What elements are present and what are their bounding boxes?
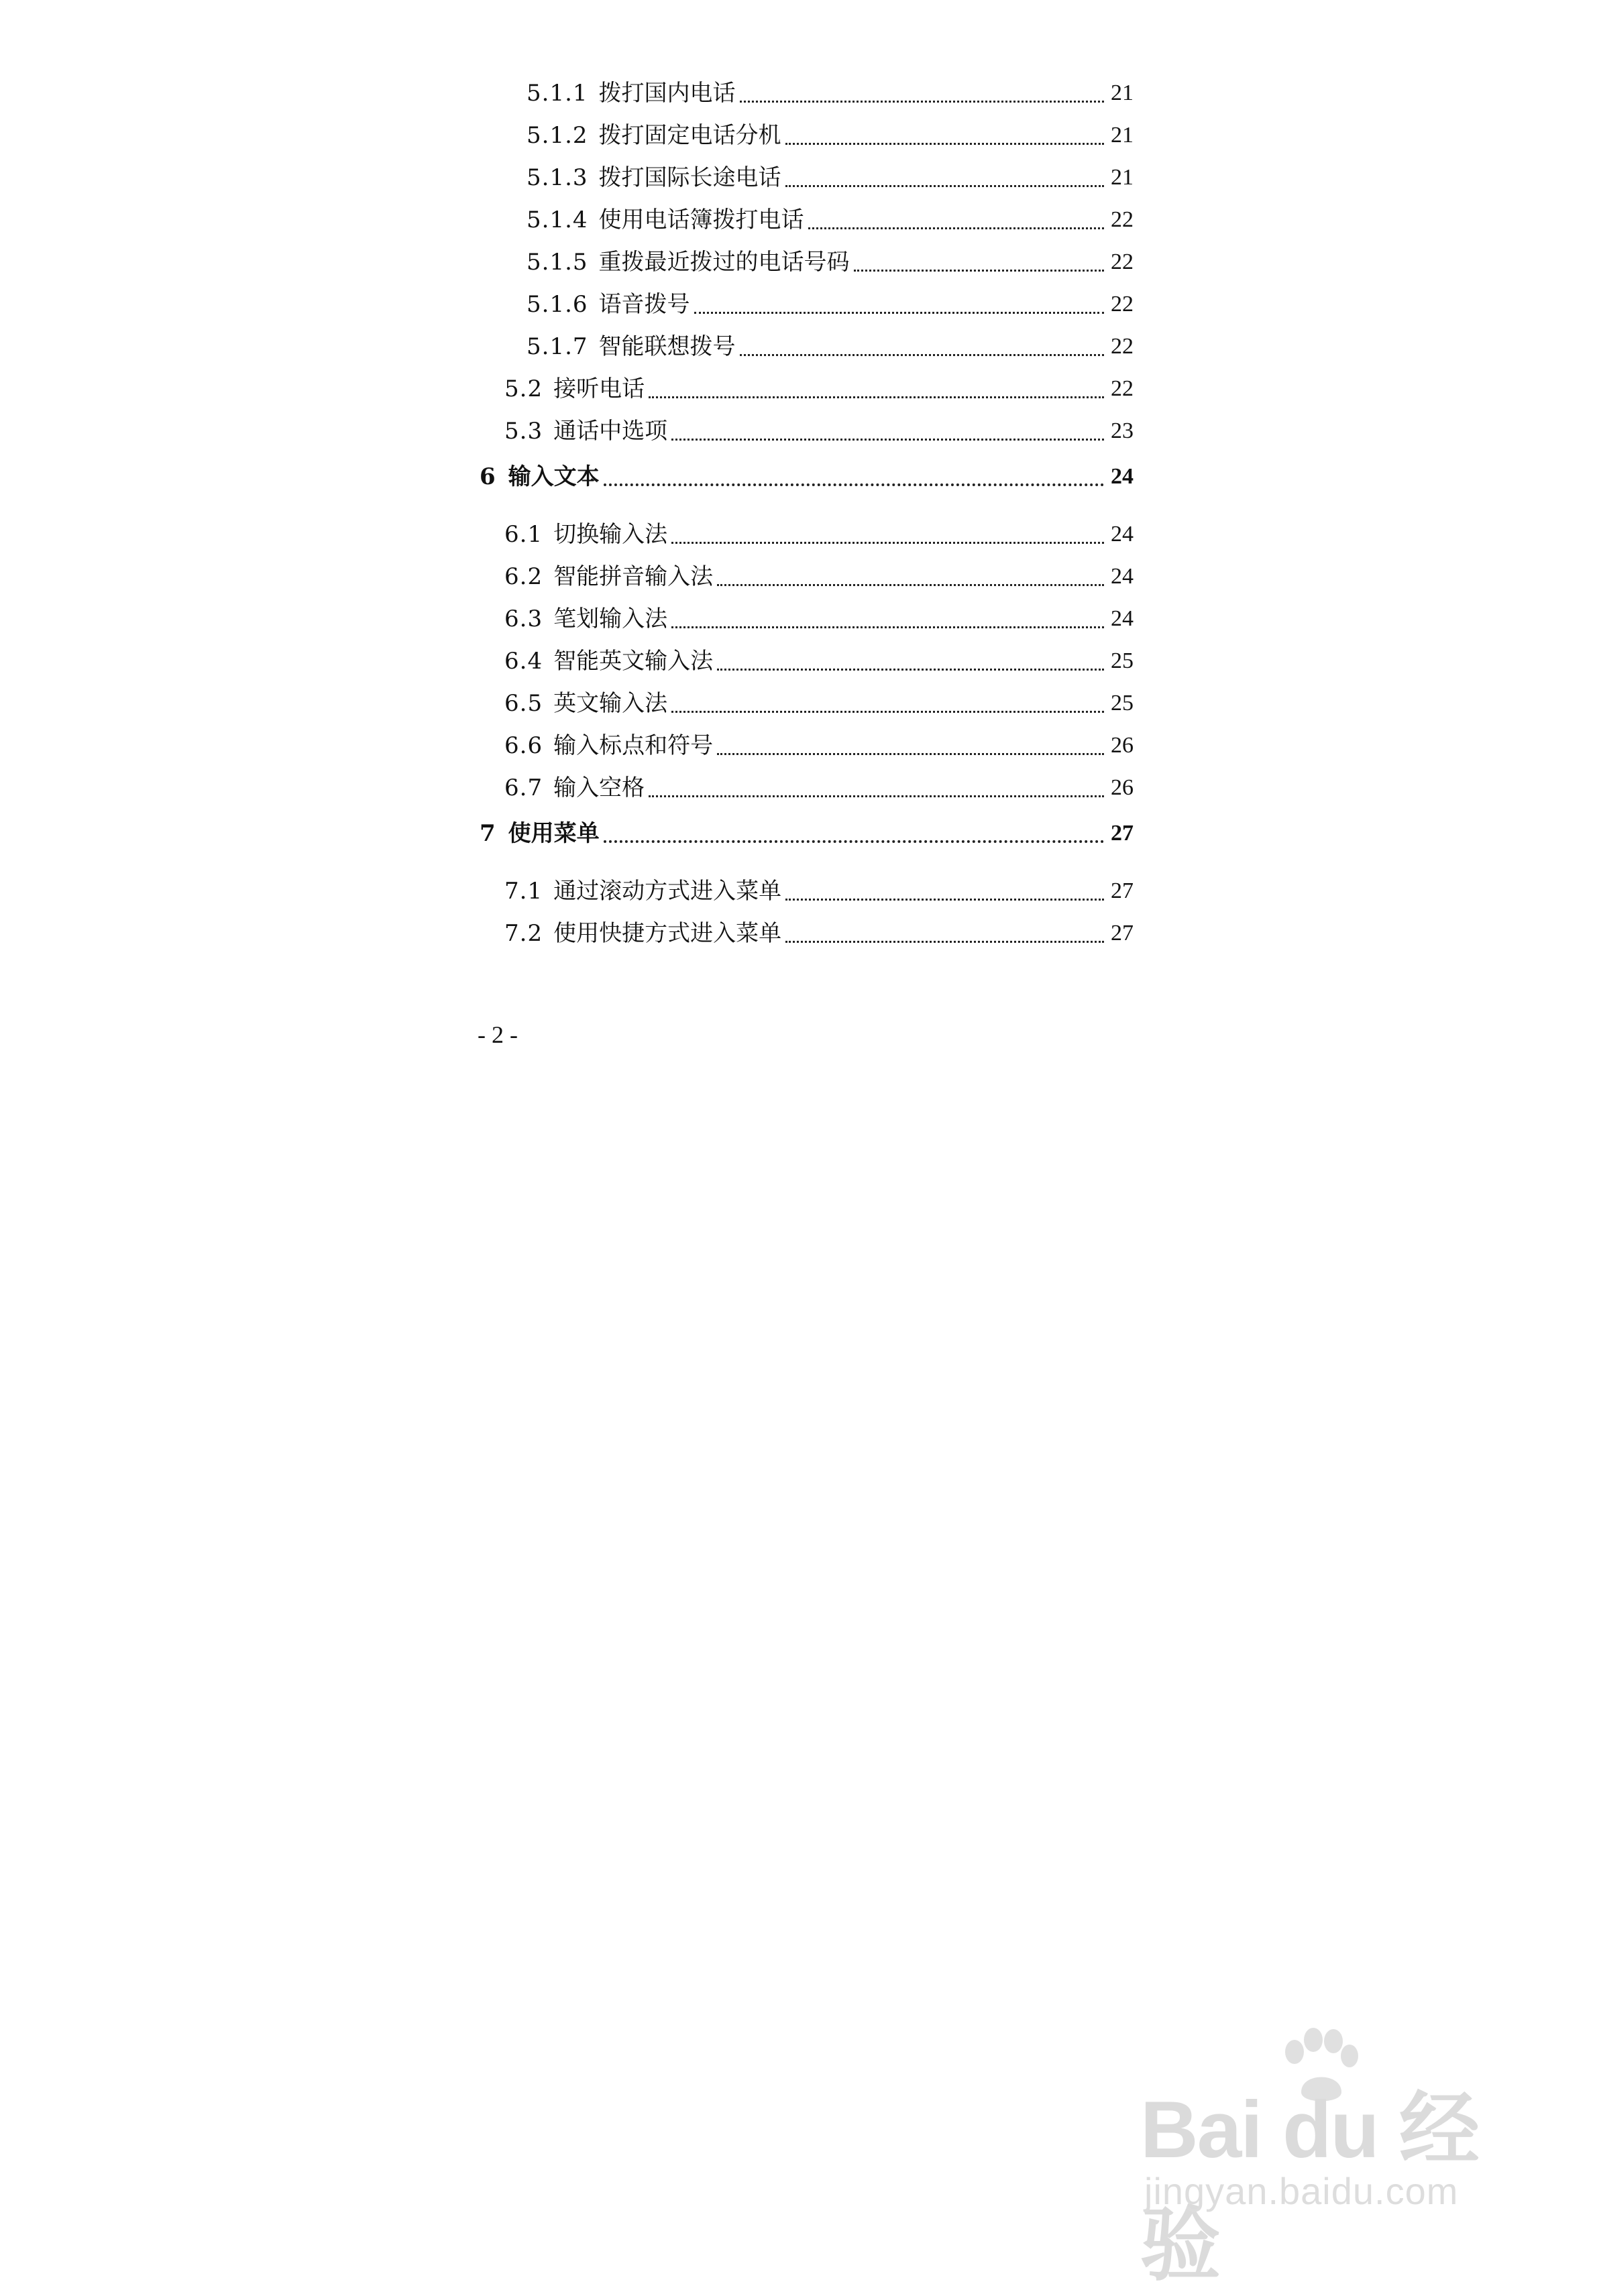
toc-entry-page: 22 — [1111, 376, 1134, 401]
toc-entry-number: 6.4 — [504, 648, 543, 675]
dot-leader — [785, 931, 1104, 943]
toc-entry[interactable] — [473, 164, 1134, 192]
toc-entry-page: 21 — [1111, 165, 1134, 190]
toc-entry[interactable] — [473, 819, 1134, 848]
toc-entry[interactable] — [473, 333, 1134, 361]
table-of-contents — [473, 79, 1134, 962]
dot-leader — [740, 91, 1104, 103]
toc-entry-title: 接听电话 — [553, 376, 645, 402]
toc-entry[interactable] — [473, 689, 1134, 718]
dot-leader — [785, 889, 1104, 901]
dot-leader — [604, 831, 1104, 843]
toc-entry-page: 27 — [1111, 921, 1134, 945]
toc-entry-page: 21 — [1111, 123, 1134, 148]
toc-entry-title: 智能拼音输入法 — [553, 563, 714, 590]
toc-entry-page: 22 — [1111, 292, 1134, 317]
dot-leader — [717, 659, 1104, 671]
toc-entry-number: 5.1.3 — [527, 164, 588, 191]
toc-entry-page: 22 — [1111, 334, 1134, 359]
toc-entry-title: 通过滚动方式进入菜单 — [553, 878, 782, 905]
toc-entry-title: 智能联想拨号 — [598, 333, 736, 360]
toc-entry-number: 7.1 — [504, 878, 543, 905]
toc-entry-page: 27 — [1111, 821, 1134, 846]
toc-entry-number: 5.1.4 — [527, 207, 588, 233]
toc-entry-number: 6.7 — [504, 774, 543, 801]
toc-entry-title: 使用电话簿拨打电话 — [598, 207, 804, 233]
toc-entry[interactable] — [473, 774, 1134, 802]
toc-entry[interactable] — [473, 647, 1134, 675]
toc-entry[interactable] — [473, 375, 1134, 403]
dot-leader — [854, 260, 1104, 272]
toc-entry-number: 6.5 — [504, 690, 543, 717]
dot-leader — [671, 429, 1104, 441]
toc-entry-number: 6.2 — [504, 563, 543, 590]
toc-entry-page: 24 — [1111, 522, 1134, 547]
toc-entry-title: 笔划输入法 — [553, 606, 668, 632]
toc-entry-title: 使用快捷方式进入菜单 — [553, 920, 782, 947]
toc-entry[interactable] — [473, 121, 1134, 150]
toc-entry[interactable] — [473, 417, 1134, 445]
dot-leader — [671, 532, 1104, 544]
toc-entry[interactable] — [473, 520, 1134, 549]
toc-entry-number: 5.1.1 — [527, 80, 588, 107]
toc-entry-number: 7.2 — [504, 920, 543, 947]
toc-entry[interactable] — [473, 732, 1134, 760]
toc-entry-page: 24 — [1111, 606, 1134, 631]
baidu-jingyan-watermark — [1140, 2025, 1502, 2290]
toc-entry-number: 6.3 — [504, 606, 543, 632]
dot-leader — [740, 345, 1104, 356]
toc-entry-number: 6 — [480, 463, 496, 490]
page-number: - 2 - — [478, 1021, 518, 1048]
dot-leader — [604, 474, 1104, 486]
toc-entry-page: 23 — [1111, 418, 1134, 443]
toc-entry-page: 27 — [1111, 878, 1134, 903]
dot-leader — [785, 176, 1104, 187]
toc-entry-page: 24 — [1111, 464, 1134, 489]
toc-entry-page: 25 — [1111, 691, 1134, 715]
toc-entry-number: 5.2 — [504, 376, 543, 402]
toc-entry-page: 26 — [1111, 733, 1134, 758]
toc-entry-page: 25 — [1111, 648, 1134, 673]
toc-entry-page: 24 — [1111, 564, 1134, 589]
watermark-url: jingyan.baidu.com — [1144, 2170, 1459, 2212]
dot-leader — [785, 133, 1104, 145]
toc-entry-title: 重拨最近拨过的电话号码 — [598, 249, 850, 276]
toc-entry-title: 拨打国内电话 — [598, 80, 736, 107]
toc-entry-page: 22 — [1111, 249, 1134, 274]
toc-entry-number: 7 — [480, 820, 496, 847]
dot-leader — [649, 387, 1104, 398]
toc-entry-page: 21 — [1111, 80, 1134, 105]
toc-entry-page: 26 — [1111, 775, 1134, 800]
toc-entry[interactable] — [473, 877, 1134, 905]
watermark-logo: Bai du 经验 — [1140, 2085, 1479, 2290]
dot-leader — [671, 617, 1104, 628]
toc-entry-title: 语音拨号 — [598, 291, 690, 318]
dot-leader — [649, 786, 1104, 797]
toc-entry-number: 5.1.7 — [527, 333, 588, 360]
toc-entry-number: 5.1.2 — [527, 122, 588, 149]
toc-entry-number: 6.1 — [504, 521, 543, 548]
toc-entry-number: 5.3 — [504, 418, 543, 445]
dot-leader — [694, 302, 1104, 314]
toc-entry-title: 输入标点和符号 — [553, 732, 714, 759]
toc-entry-title: 智能英文输入法 — [553, 648, 714, 675]
toc-entry-title: 输入文本 — [508, 463, 600, 490]
toc-entry-number: 5.1.6 — [527, 291, 588, 318]
toc-entry[interactable] — [473, 563, 1134, 591]
toc-entry-title: 通话中选项 — [553, 418, 668, 445]
toc-entry[interactable] — [473, 79, 1134, 107]
toc-entry[interactable] — [473, 919, 1134, 948]
toc-entry-title: 拨打国际长途电话 — [598, 164, 781, 191]
toc-entry-title: 输入空格 — [553, 774, 645, 801]
toc-entry-number: 5.1.5 — [527, 249, 588, 276]
dot-leader — [717, 575, 1104, 586]
toc-entry[interactable] — [473, 605, 1134, 633]
dot-leader — [717, 744, 1104, 755]
dot-leader — [808, 218, 1104, 229]
toc-entry-title: 使用菜单 — [508, 820, 600, 847]
toc-entry-title: 拨打固定电话分机 — [598, 122, 781, 149]
toc-entry[interactable] — [473, 206, 1134, 234]
toc-entry[interactable] — [473, 463, 1134, 491]
toc-entry-title: 英文输入法 — [553, 690, 668, 717]
toc-entry-number: 6.6 — [504, 732, 543, 759]
dot-leader — [671, 701, 1104, 713]
toc-entry-title: 切换输入法 — [553, 521, 668, 548]
toc-entry-page: 22 — [1111, 207, 1134, 232]
toc-entry[interactable] — [473, 248, 1134, 276]
toc-entry[interactable] — [473, 290, 1134, 319]
